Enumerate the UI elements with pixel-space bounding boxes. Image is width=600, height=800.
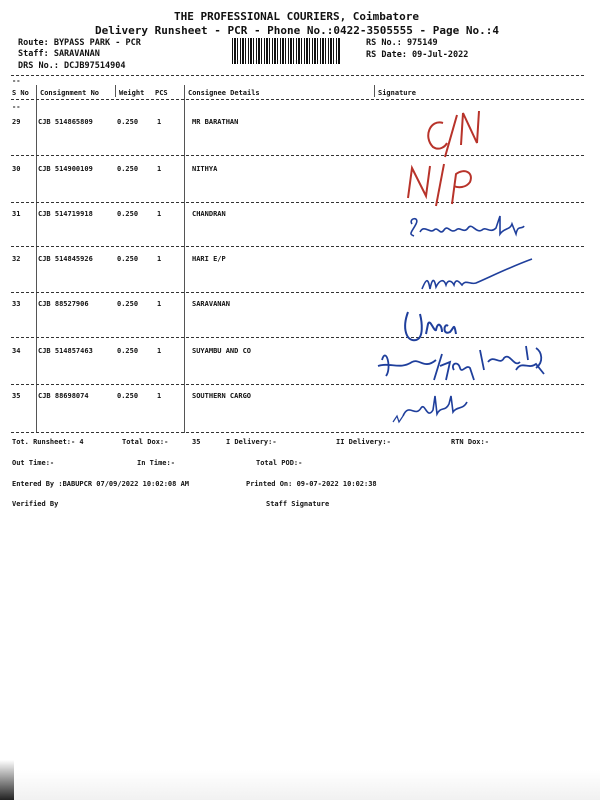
row-sno: 32 bbox=[12, 255, 21, 263]
verified-by: Verified By bbox=[12, 500, 59, 508]
handwritten-many bbox=[418, 255, 538, 295]
row-consignee: SOUTHERN CARGO bbox=[192, 392, 252, 400]
scan-shadow bbox=[0, 770, 600, 800]
total-dox-value: 35 bbox=[192, 438, 201, 446]
row-consignment: CJB 88698074 bbox=[38, 392, 89, 400]
rtn-dox: RTN Dox:- bbox=[451, 438, 489, 446]
divider bbox=[11, 155, 584, 156]
handwritten-mcc-text: M.C.C bbox=[385, 392, 389, 393]
row-sno: 31 bbox=[12, 210, 21, 218]
handwritten-many-text: Many bbox=[418, 255, 421, 256]
row-sno: 35 bbox=[12, 392, 21, 400]
handwritten-saraswathi-text: Saraswathi bbox=[406, 210, 413, 211]
row-pcs: 1 bbox=[157, 165, 162, 173]
handwritten-np bbox=[400, 160, 490, 210]
row-sno: 29 bbox=[12, 118, 21, 126]
column-divider bbox=[36, 85, 37, 433]
column-divider bbox=[374, 85, 375, 97]
row-consignee: HARI E/P bbox=[192, 255, 226, 263]
divider bbox=[11, 337, 584, 338]
handwritten-mcc bbox=[385, 392, 480, 428]
total-pod: Total POD:- bbox=[256, 459, 303, 467]
handwritten-cn bbox=[405, 105, 495, 165]
tot-runsheet: Tot. Runsheet:- 4 bbox=[12, 438, 84, 446]
row-consignment: CJB 514845926 bbox=[38, 255, 93, 263]
barcode bbox=[232, 38, 340, 64]
divider bbox=[11, 246, 584, 247]
row-consignment: CJB 514719918 bbox=[38, 210, 93, 218]
divider bbox=[11, 202, 584, 203]
col-header-consignee: Consignee Details bbox=[188, 89, 260, 97]
handwritten-saraswathi bbox=[406, 210, 536, 244]
row-pcs: 1 bbox=[157, 392, 162, 400]
marker-row: -- bbox=[12, 103, 21, 111]
row-pcs: 1 bbox=[157, 118, 162, 126]
row-weight: 0.250 bbox=[117, 300, 139, 308]
row-consignee: CHANDRAN bbox=[192, 210, 226, 218]
row-pcs: 1 bbox=[157, 347, 162, 355]
handwritten-uma-text: Uma bbox=[400, 302, 402, 303]
i-delivery: I Delivery:- bbox=[226, 438, 277, 446]
row-sno: 30 bbox=[12, 165, 21, 173]
row-pcs: 1 bbox=[157, 300, 162, 308]
row-weight: 0.250 bbox=[117, 347, 139, 355]
rs-number: RS No.: 975149 bbox=[366, 38, 438, 48]
row-weight: 0.250 bbox=[117, 165, 139, 173]
col-header-sno: S No bbox=[12, 89, 29, 97]
col-header-pcs: PCS bbox=[155, 89, 168, 97]
total-dox-label: Total Dox:- bbox=[122, 438, 169, 446]
marker-top: -- bbox=[12, 77, 21, 85]
row-consignment: CJB 88527906 bbox=[38, 300, 89, 308]
row-weight: 0.250 bbox=[117, 210, 139, 218]
row-weight: 0.250 bbox=[117, 255, 139, 263]
row-sno: 34 bbox=[12, 347, 21, 355]
col-header-weight: Weight bbox=[119, 89, 145, 97]
handwritten-hari-text: Hari bbox=[376, 340, 379, 341]
col-header-consignment: Consignment No bbox=[40, 89, 100, 97]
row-consignment: CJB 514857463 bbox=[38, 347, 93, 355]
col-header-signature: Signature bbox=[378, 89, 416, 97]
divider bbox=[11, 75, 584, 76]
row-pcs: 1 bbox=[157, 255, 162, 263]
row-sno: 33 bbox=[12, 300, 21, 308]
out-time: Out Time:- bbox=[12, 459, 55, 467]
handwritten-np-text: N/P bbox=[400, 160, 402, 161]
column-divider bbox=[115, 85, 116, 97]
in-time: In Time:- bbox=[137, 459, 175, 467]
handwritten-hari-stamp bbox=[376, 340, 556, 388]
row-pcs: 1 bbox=[157, 210, 162, 218]
scan-edge bbox=[0, 760, 14, 800]
row-consignee: SARAVANAN bbox=[192, 300, 230, 308]
staff-signature: Staff Signature bbox=[266, 500, 330, 508]
drs-number: DRS No.: DCJB97514904 bbox=[18, 61, 126, 71]
row-consignee: NITHYA bbox=[192, 165, 218, 173]
entered-by: Entered By :BABUPCR 07/09/2022 10:02:08 AM bbox=[12, 480, 190, 488]
row-consignment: CJB 514865809 bbox=[38, 118, 93, 126]
divider bbox=[11, 99, 584, 100]
route-label: Route: BYPASS PARK - PCR bbox=[18, 38, 141, 48]
row-consignee: MR BARATHAN bbox=[192, 118, 239, 126]
handwritten-cn-text: C/N bbox=[405, 105, 407, 106]
divider bbox=[11, 432, 584, 433]
row-weight: 0.250 bbox=[117, 392, 139, 400]
row-weight: 0.250 bbox=[117, 118, 139, 126]
printed-on: Printed On: 09-07-2022 10:02:38 bbox=[246, 480, 377, 488]
runsheet-title: Delivery Runsheet - PCR - Phone No.:0422-3505555 - Page No.:4 bbox=[95, 24, 499, 37]
company-title: THE PROFESSIONAL COURIERS, Coimbatore bbox=[174, 10, 420, 23]
row-consignment: CJB 514900109 bbox=[38, 165, 93, 173]
ii-delivery: II Delivery:- bbox=[336, 438, 391, 446]
staff-label: Staff: SARAVANAN bbox=[18, 49, 100, 59]
column-divider bbox=[184, 85, 185, 433]
rs-date: RS Date: 09-Jul-2022 bbox=[366, 50, 469, 60]
row-consignee: SUYAMBU AND CO bbox=[192, 347, 252, 355]
